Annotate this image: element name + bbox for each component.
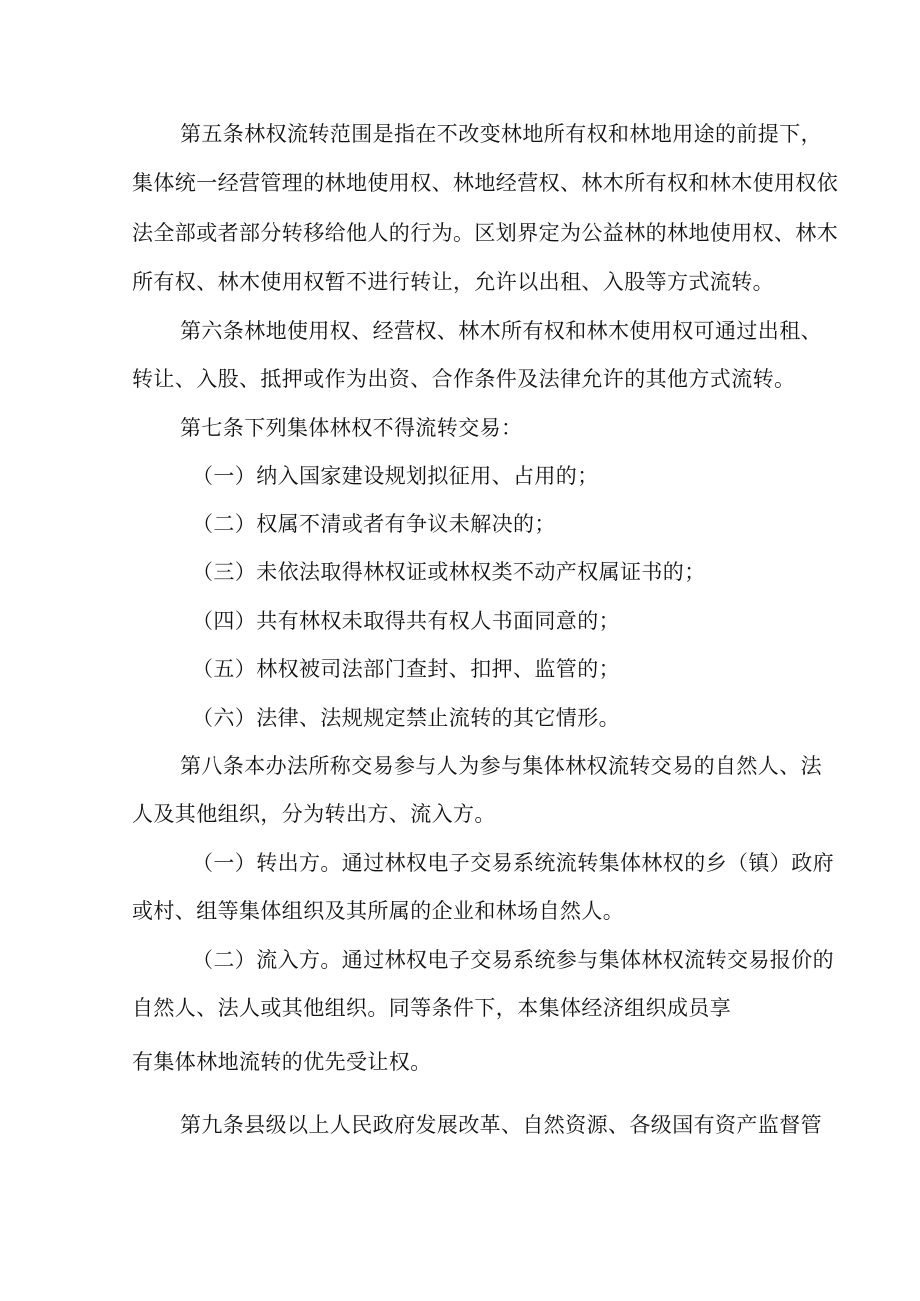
article-7-heading: 第七条下列集体林权不得流转交易： — [180, 416, 523, 440]
article-8-item-1-line-2: 或村、组等集体组织及其所属的企业和林场自然人。 — [132, 899, 625, 923]
article-8-item-2-line-1: （二）流入方。通过林权电子交易系统参与集体林权流转交易报价的 — [192, 948, 834, 972]
article-8-item-1-line-1: （一）转出方。通过林权电子交易系统流转集体林权的乡（镇）政府 — [192, 851, 834, 875]
article-7-item-3: （三）未依法取得林权证或林权类不动产权属证书的； — [192, 560, 706, 584]
article-8-line-2: 人及其他组织，分为转出方、流入方。 — [132, 802, 496, 826]
article-5-line-3: 法全部或者部分转移给他人的行为。区划界定为公益林的林地使用权、林木 — [132, 221, 839, 245]
article-7-item-2: （二）权属不清或者有争议未解决的； — [192, 512, 556, 536]
article-8-item-2-line-3: 有集体林地流转的优先受让权。 — [132, 1050, 432, 1074]
article-5-line-1: 第五条林权流转范围是指在不改变林地所有权和林地用途的前提下， — [180, 122, 822, 146]
article-7-item-4: （四）共有林权未取得共有权人书面同意的； — [192, 609, 620, 633]
article-6-line-2: 转让、入股、抵押或作为出资、合作条件及法律允许的其他方式流转。 — [132, 367, 796, 391]
article-7-item-6: （六）法律、法规规定禁止流转的其它情形。 — [192, 706, 620, 730]
article-5-line-4: 所有权、林木使用权暂不进行转让，允许以出租、入股等方式流转。 — [132, 270, 774, 294]
article-8-item-2-line-2: 自然人、法人或其他组织。同等条件下，本集体经济组织成员享 — [132, 996, 732, 1020]
article-5-line-2: 集体统一经营管理的林地使用权、林地经营权、林木所有权和林木使用权依 — [132, 171, 839, 195]
article-7-item-1: （一）纳入国家建设规划拟征用、占用的； — [192, 464, 599, 488]
article-6-line-1: 第六条林地使用权、经营权、林木所有权和林木使用权可通过出租、 — [180, 319, 822, 343]
article-7-item-5: （五）林权被司法部门查封、扣押、监管的； — [192, 657, 620, 681]
article-9-line-1: 第九条县级以上人民政府发展改革、自然资源、各级国有资产监督管 — [180, 1113, 822, 1137]
article-8-line-1: 第八条本办法所称交易参与人为参与集体林权流转交易的自然人、法 — [180, 754, 822, 778]
